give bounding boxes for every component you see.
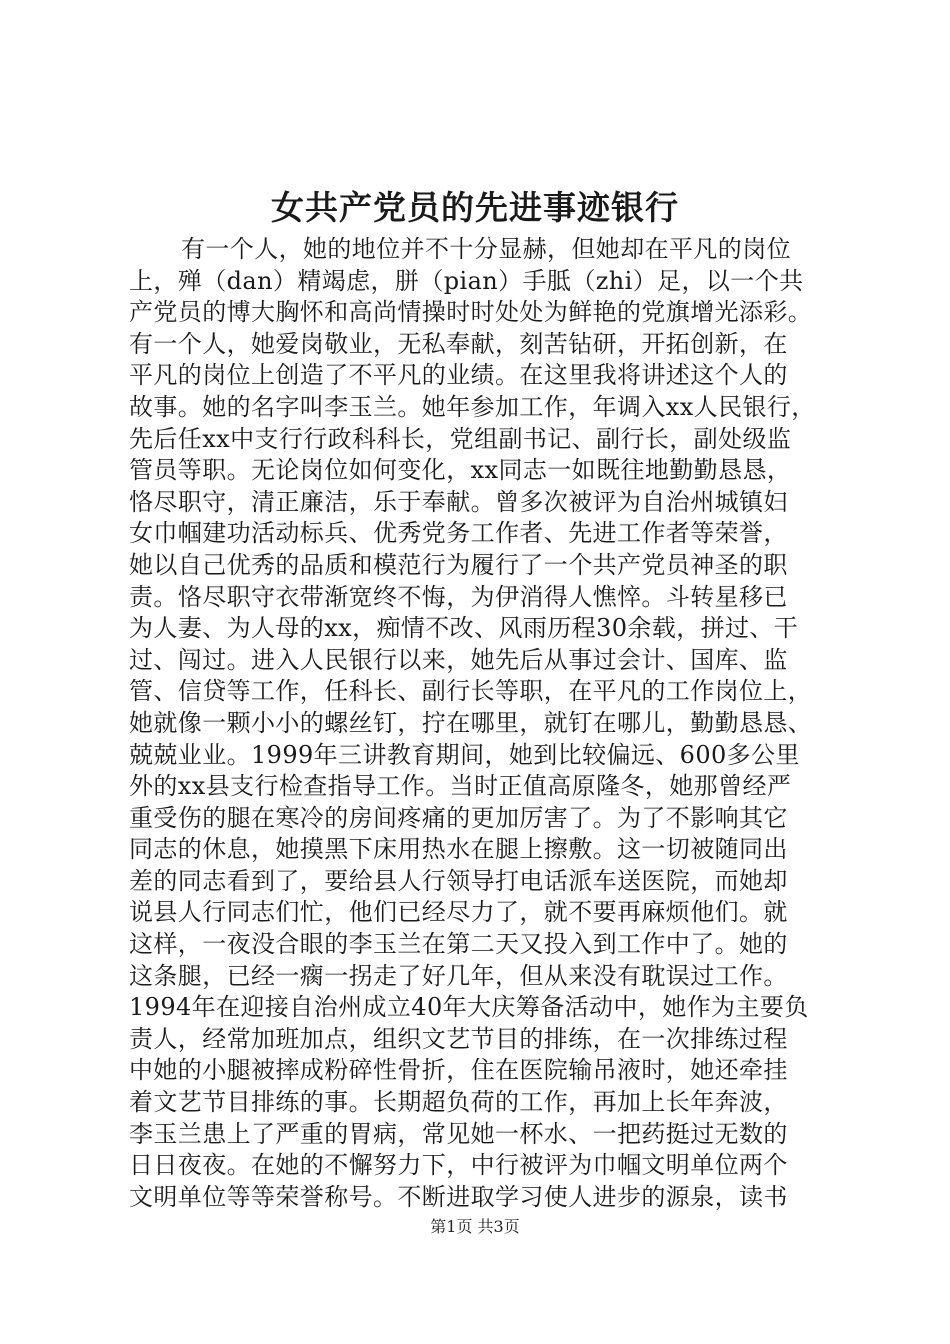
text-line: 重受伤的腿在寒冷的房间疼痛的更加厉害了。为了不影响其它 bbox=[129, 803, 788, 832]
text-line: 她就像一颗小小的螺丝钉，拧在哪里，就钉在哪儿，勤勤恳恳、 bbox=[129, 708, 813, 737]
text-line: 责人，经常加班加点，组织文艺节目的排练，在一次排练过程 bbox=[129, 1024, 788, 1053]
text-line: 文明单位等等荣誉称号。不断进取学习使人进步的源泉，读书 bbox=[129, 1182, 788, 1211]
text-line: 李玉兰患上了严重的胃病，常见她一杯水、一把药挺过无数的 bbox=[129, 1119, 788, 1148]
text-line: 这条腿，已经一瘸一拐走了好几年，但从来没有耽误过工作。 bbox=[129, 961, 788, 990]
text-line: 管员等职。无论岗位如何变化，xx同志一如既往地勤勤恳恳， bbox=[129, 456, 792, 485]
page-number-footer: 第1页 共3页 bbox=[430, 1217, 520, 1236]
text-line: 有一个人，她爱岗敬业，无私奉献，刻苦钻研，开拓创新，在 bbox=[129, 329, 788, 358]
text-line: 女巾帼建功活动标兵、优秀党务工作者、先进工作者等荣誉， bbox=[129, 519, 788, 548]
text-line: 兢兢业业。1999年三讲教育期间，她到比较偏远、600多公里 bbox=[129, 740, 800, 769]
text-line: 责。恪尽职守衣带渐宽终不悔，为伊消得人憔悴。斗转星移已 bbox=[129, 582, 788, 611]
text-line: 日日夜夜。在她的不懈努力下，中行被评为巾帼文明单位两个 bbox=[129, 1151, 788, 1180]
document-title: 女共产党员的先进事迹银行 bbox=[271, 188, 679, 227]
text-line: 这样，一夜没合眼的李玉兰在第二天又投入到工作中了。她的 bbox=[129, 930, 788, 959]
text-line: 产党员的博大胸怀和高尚情操时时处处为鲜艳的党旗增光添彩。 bbox=[129, 298, 813, 327]
text-line: 平凡的岗位上创造了不平凡的业绩。在这里我将讲述这个人的 bbox=[129, 361, 788, 390]
text-line: 说县人行同志们忙，他们已经尽力了，就不要再麻烦他们。就 bbox=[129, 898, 788, 927]
text-line: 管、信贷等工作，任科长、副行长等职，在平凡的工作岗位上， bbox=[129, 677, 813, 706]
text-line: 1994年在迎接自治州成立40年大庆筹备活动中，她作为主要负 bbox=[129, 993, 809, 1022]
document-body bbox=[129, 234, 849, 1213]
text-line: 过、闯过。进入人民银行以来，她先后从事过会计、国库、监 bbox=[129, 645, 788, 674]
text-line: 恪尽职守，清正廉洁，乐于奉献。曾多次被评为自治州城镇妇 bbox=[129, 487, 788, 516]
text-line: 上，殚（dan）精竭虑，胼（pian）手胝（zhi）足，以一个共 bbox=[129, 266, 804, 295]
text-line: 故事。她的名字叫李玉兰。她年参加工作，年调入xx人民银行， bbox=[129, 392, 816, 421]
text-line: 她以自己优秀的品质和模范行为履行了一个共产党员神圣的职 bbox=[129, 550, 788, 579]
text-line: 中她的小腿被摔成粉碎性骨折，住在医院输吊液时，她还牵挂 bbox=[129, 1056, 788, 1085]
text-line: 先后任xx中支行行政科科长，党组副书记、副行长，副处级监 bbox=[129, 424, 792, 453]
text-line: 差的同志看到了，要给县人行领导打电话派车送医院，而她却 bbox=[129, 866, 788, 895]
text-line: 着文艺节目排练的事。长期超负荷的工作，再加上长年奔波， bbox=[129, 1088, 788, 1117]
text-line: 外的xx县支行检查指导工作。当时正值高原隆冬，她那曾经严 bbox=[129, 772, 792, 801]
text-line: 同志的休息，她摸黑下床用热水在腿上擦敷。这一切被随同出 bbox=[129, 835, 788, 864]
text-line: 为人妻、为人母的xx，痴情不改、风雨历程30余载，拼过、干 bbox=[129, 614, 799, 643]
text-line: 有一个人，她的地位并不十分显赫，但她却在平凡的岗位 bbox=[181, 235, 791, 263]
